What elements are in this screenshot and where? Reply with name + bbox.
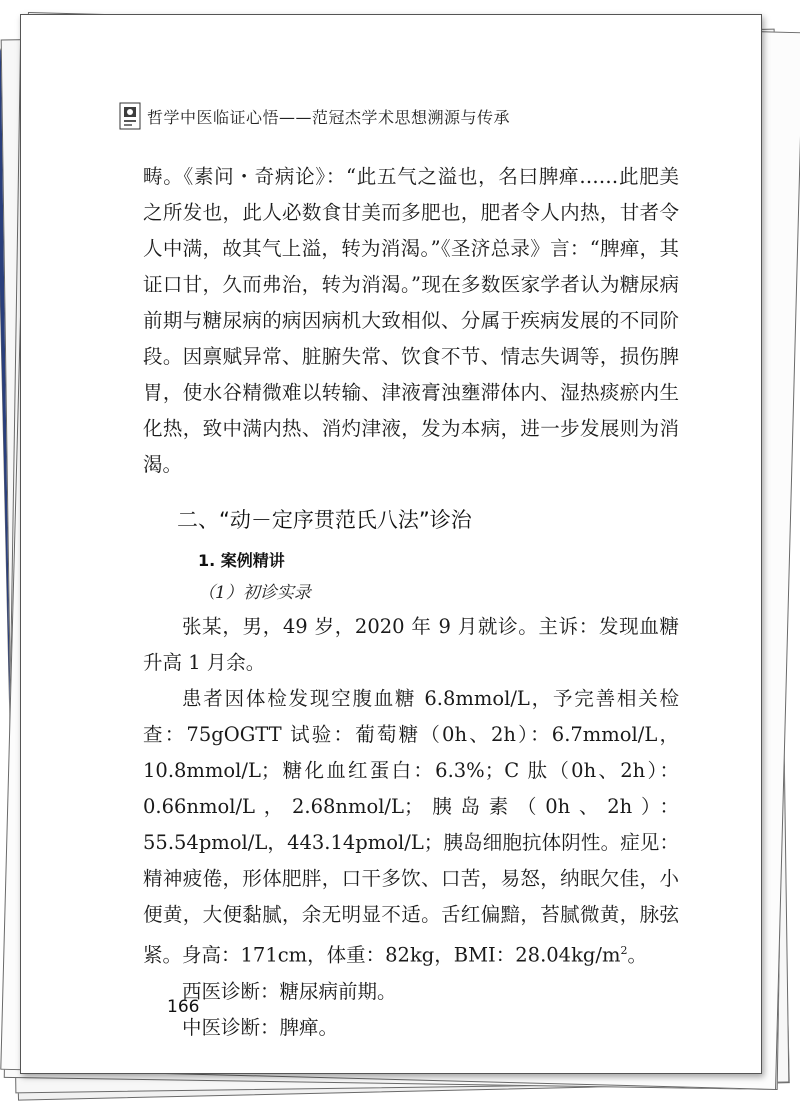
body-paragraph: 畴。《素问・奇病论》：“此五气之溢也，名曰脾瘅……此肥美之所发也，此人必数食甘美而多肥也，肥者令人内热，甘者令人中满，故其气上溢，转为消渴。”《圣济总录》言：“脾瘅，其证口甘，久而弗治，转为消渴。”现在多数医家学者认为糖尿病前期与糖尿病的病因病机大致相似、分属于疾病发展的不同阶段。因禀赋异常、脏腑失常、饮食不节、情志失调等，损伤脾胃，使水谷精微难以转输、津液膏浊壅滞体内、湿热痰瘀内生化热，致中满内热、消灼津液，发为本病，进一步发展则为消渴。 (143, 165, 679, 476)
sub-heading: 1. 案例精讲 (198, 551, 285, 570)
exam-paragraph (143, 681, 679, 974)
section-heading: 二、“动－定序贯范氏八法”诊治 (177, 508, 472, 532)
bmi-value: 28.04kg/m (515, 943, 621, 967)
book-page (20, 14, 762, 1074)
running-header (117, 97, 677, 137)
bmi-end: 。 (627, 943, 647, 967)
exam-text: 患者因体检发现空腹血糖 6.8mmol/L，予完善相关检查：75gOGTT 试验：葡萄糖（0h、2h）：6.7mmol/L，10.8mmol/L；糖化血红蛋白：6.3%；C 肽（0h、2h）：0.66nmol/L，2.68nmol/L；胰岛素（0h、2h）：55.54pmol/L，443.14pmol/L；胰岛细胞抗体阴性。症见：精神疲倦，形体肥胖，口干多饮、口苦，易怒，纳眠欠佳，小便黄，大便黏腻，余无明显不适。舌红偏黯，苔腻微黄，脉弦紧。身高：171cm，体重：82kg，BMI： (143, 687, 679, 967)
page-number: 166 (167, 997, 200, 1017)
book-seal-icon (117, 101, 143, 131)
header-title: 哲学中医临证心悟——范冠杰学术思想溯源与传承 (147, 108, 511, 127)
case-paragraph: 张某，男，49 岁，2020 年 9 月就诊。主诉：发现血糖升高 1 月余。 (143, 615, 679, 674)
item-label: （1）初诊实录 (198, 583, 311, 603)
tcm-diagnosis: 中医诊断：脾瘅。 (182, 1015, 339, 1039)
western-diagnosis: 西医诊断：糖尿病前期。 (182, 979, 397, 1003)
bmi-exponent: 2 (620, 944, 628, 957)
page-body (143, 159, 679, 1046)
